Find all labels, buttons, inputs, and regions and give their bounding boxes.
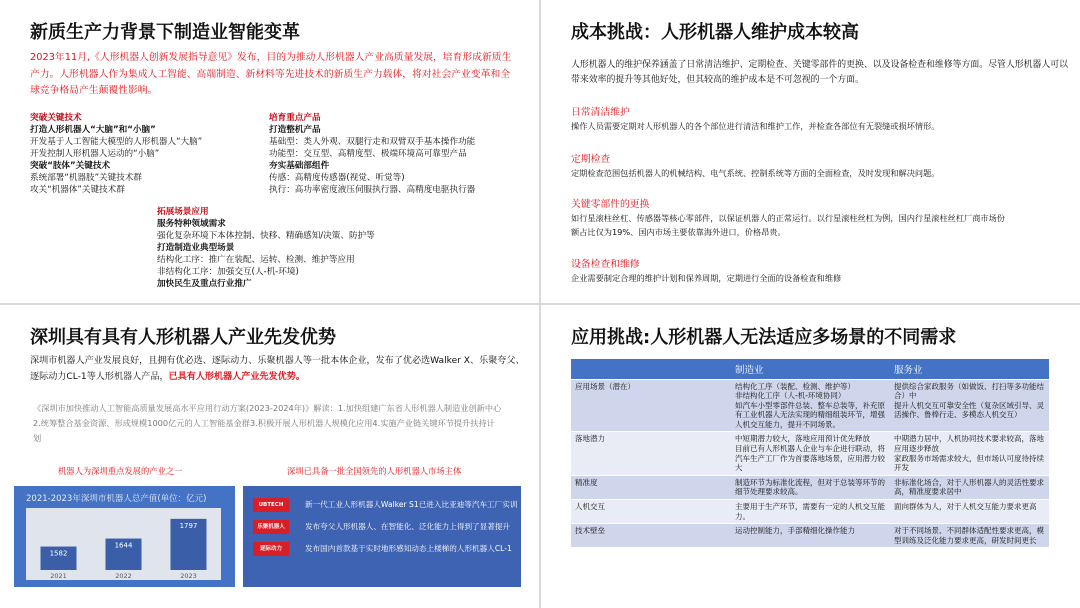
chart-title: 2021-2023年深圳市机器人总产值(单位：亿元) — [26, 494, 207, 504]
list-item: 突破“肢体”关键技术 — [30, 161, 111, 171]
section-heading: 日常清洁维护 — [571, 107, 630, 118]
table-cell: 主要用于生产环节，需要有一定的人机交互能力。 — [731, 500, 890, 524]
intro-text: 深圳市机器人产业发展良好，且拥有优必选、逐际动力、乐聚机器人等一批本体企业，发布了优必选Walker X、乐聚夸父、逐际动力CL-1等人形机器人产品， — [30, 356, 525, 382]
table-cell: 运动控制能力，手部精细化操作能力 — [731, 524, 890, 548]
shenzhen-panel — [0, 305, 539, 608]
table-cell: 中短期潜力较大，落地应用预计优先释放 目前已有人形机器人企业与车企进行联动，将汽车生产工厂作为首要落地场景，应用潜力较大 — [731, 432, 890, 475]
cost-panel — [541, 0, 1080, 303]
application-panel — [541, 305, 1080, 608]
table-cell: 应用场景（潜在） — [571, 379, 731, 432]
leju-logo: 乐聚机器人 — [253, 520, 289, 534]
scenes-column — [157, 206, 375, 290]
list-item: 强化复杂环境下本体控制、快移、精确感知/决策、防护等 — [157, 231, 375, 241]
list-item: 攻关“机器体”关键技术群 — [30, 185, 125, 195]
tech-heading: 突破关键技术 — [30, 113, 82, 123]
list-item: 执行：高功率密度液压伺服执行器、高精度电驱执行器 — [269, 185, 476, 195]
tech-lines — [30, 124, 202, 196]
table-row — [571, 379, 1049, 432]
table-cell: 结构化工序（装配、检测、维护等） 非结构化工序（人-机-环境协同） 如汽车小型零部件总装、整车总装等，补充原有工业机器人无法实现的精细组装环节，增强人机交互能力，提升不同场景。 — [731, 379, 890, 432]
panel3-title: 深圳具有具有人形机器人产业先发优势 — [30, 327, 336, 348]
section-body: 定期检查范围包括机器人的机械结构、电气系统、控制系统等方面的全面检查，及时发现和解决问题。 — [571, 168, 940, 178]
companies-box — [243, 486, 521, 587]
section-inspection — [571, 151, 1041, 180]
table-row — [571, 475, 1049, 499]
company-text: 新一代工业人形机器人Walker S1已进入比亚迪等汽车工厂实训 — [305, 500, 518, 509]
table-cell: 中期潜力居中，人机协同技术要求较高，落地应用逐步释放 家政服务市场需求较大，但市场认可度待持续开发 — [890, 432, 1049, 475]
table-cell: 人机交互 — [571, 500, 731, 524]
section-repair — [571, 256, 1041, 285]
panel2-title: 成本挑战：人形机器人维护成本较高 — [571, 22, 859, 43]
list-item: 打造人形机器人“大脑”和“小脑” — [30, 125, 156, 135]
section-parts — [571, 196, 1011, 239]
ubtech-logo: UBTECH — [253, 498, 289, 512]
list-item: 开发基于人工智能大模型的人形机器人“大脑” — [30, 137, 203, 147]
section-cleaning — [571, 104, 1041, 133]
products-lines — [269, 124, 475, 196]
list-item: 开发控制人形机器人运动的“小脑” — [30, 149, 160, 159]
section-body: 操作人员需要定期对人形机器人的各个部位进行清洁和维护工作，并检查各部位有无裂缝或损坏情形。 — [571, 121, 940, 131]
list-item: 非结构化工序：加强交互(人-机-环境) — [157, 267, 299, 277]
section-body: 如行星滚柱丝杠、传感器等核心零部件，以保证机器人的正常运行。以行星滚柱丝杠为例，国内行星滚柱丝杠厂商市场份额占比仅为19%、国内市场主要依靠海外进口，价格昂贵。 — [571, 213, 1005, 237]
table-cell: 对于不同场景、不同群体适配性要求更高，模型训练及泛化能力要求更高，研发时间更长 — [890, 524, 1049, 548]
limx-logo: 逐际动力 — [253, 542, 289, 556]
table-cell: 技术壁垒 — [571, 524, 731, 548]
output-bar-chart — [14, 486, 235, 587]
table-cell: 提供综合家政服务（如做饭、打扫等多功能结合）中 提升人机交互可靠安全性（复杂区域引导、灵活操作、鲁棒行走、多模态人机交互） — [890, 379, 1049, 432]
comparison-table — [571, 359, 1049, 547]
table-cell: 精准度 — [571, 475, 731, 499]
list-item: 夯实基础部组件 — [269, 161, 330, 171]
bar-value-label: 1582 — [49, 549, 68, 558]
list-item: 打造制造业典型场景 — [157, 243, 235, 253]
table-cell: 制造环节为标准化流程，但对于总装等环节的细节处理要求较高。 — [731, 475, 890, 499]
column-header — [571, 359, 731, 379]
list-item: 基础型：类人外观、双腿行走和双臂双手基本操作功能 — [269, 137, 476, 147]
list-item: 服务特种领域需求 — [157, 219, 226, 229]
list-item: 结构化工序：推广在装配、运转、检测、维护等应用 — [157, 255, 355, 265]
company-text: 发布夸父人形机器人、在智能化、泛化能力上得到了显著提升 — [305, 522, 511, 531]
companies-caption: 深圳已具备一批全国领先的人形机器人市场主体 — [287, 466, 462, 476]
products-column — [269, 112, 475, 196]
section-heading: 定期检查 — [571, 154, 611, 165]
bar-value-label: 1797 — [179, 521, 198, 530]
x-tick-label: 2021 — [50, 572, 67, 580]
tech-column — [30, 112, 202, 196]
panel3-intro — [30, 353, 530, 385]
x-tick-label: 2023 — [180, 572, 197, 580]
section-heading: 设备检查和维修 — [571, 259, 640, 270]
table-row — [571, 524, 1049, 548]
list-item: 功能型：交互型、高精度型、极端环境高可靠型产品 — [269, 149, 467, 159]
bar-value-label: 1644 — [114, 541, 133, 550]
list-item: 加快民生及重点行业推广 — [157, 279, 252, 289]
table-cell: 落地潜力 — [571, 432, 731, 475]
table-row — [571, 432, 1049, 475]
section-body: 企业需要制定合理的维护计划和保养周期，定期进行全面的设备检查和维修 — [571, 273, 842, 283]
list-item: 打造整机产品 — [269, 125, 321, 135]
table-cell: 面向群体为人，对于人机交互能力要求更高 — [890, 500, 1049, 524]
policy-citation: 《深圳市加快推动人工智能高质量发展高水平应用行动方案(2023-2024年)》解读：1.加快组建广东省人形机器人制造业创新中心2.统筹整合基金资源、形成规模1000亿元的人工智能基金群3.积极开展人形机器人规模化应用4.实施产业链关键环节提升扶持计划 — [33, 403, 502, 443]
panel1-intro: 2023年11月,《人形机器人创新发展指导意见》发布，目的为推动人形机器人产业高质量发展，培育形成新质生产力。人形机器人作为集成人工智能、高端制造、新材料等先进技术的新质生产力载体，将对社会产业变革和全球竞争格局产生颠覆性影响。 — [30, 52, 512, 96]
table-row — [571, 500, 1049, 524]
panel2-intro: 人形机器人的维护保养涵盖了日常清洁维护、定期检查、关键零部件的更换、以及设备检查和维修等方面。尽管人形机器人可以带来效率的提升等其他好处，但其较高的维护成本是不可忽视的一个方面。 — [571, 60, 1068, 85]
section-heading: 关键零部件的更换 — [571, 199, 650, 210]
table-header — [571, 359, 1049, 379]
column-header: 服务业 — [890, 359, 1049, 379]
table-cell: 非标准化场合，对于人形机器人的灵活性要求高，精准度要求居中 — [890, 475, 1049, 499]
intro-highlight: 已具有人形机器人产业先发优势。 — [168, 372, 305, 382]
scenes-lines — [157, 218, 375, 290]
column-header: 制造业 — [731, 359, 890, 379]
panel1-title: 新质生产力背景下制造业智能变革 — [30, 22, 300, 43]
company-text: 发布国内首款基于实时地形感知动态上楼梯的人形机器人CL-1 — [305, 544, 512, 553]
list-item: 系统部署“机器肢”关键技术群 — [30, 173, 143, 183]
products-heading: 培育重点产品 — [269, 113, 321, 123]
x-tick-label: 2022 — [115, 572, 132, 580]
panel4-title: 应用挑战:人形机器人无法适应多场景的不同需求 — [571, 327, 957, 348]
chart-caption: 机器人为深圳重点发展的产业之一 — [58, 466, 183, 476]
scenes-heading: 拓展场景应用 — [157, 207, 209, 217]
list-item: 传感：高精度传感器(视觉、听觉等) — [269, 173, 405, 183]
output-chart — [14, 486, 235, 587]
policy-panel — [0, 0, 539, 303]
